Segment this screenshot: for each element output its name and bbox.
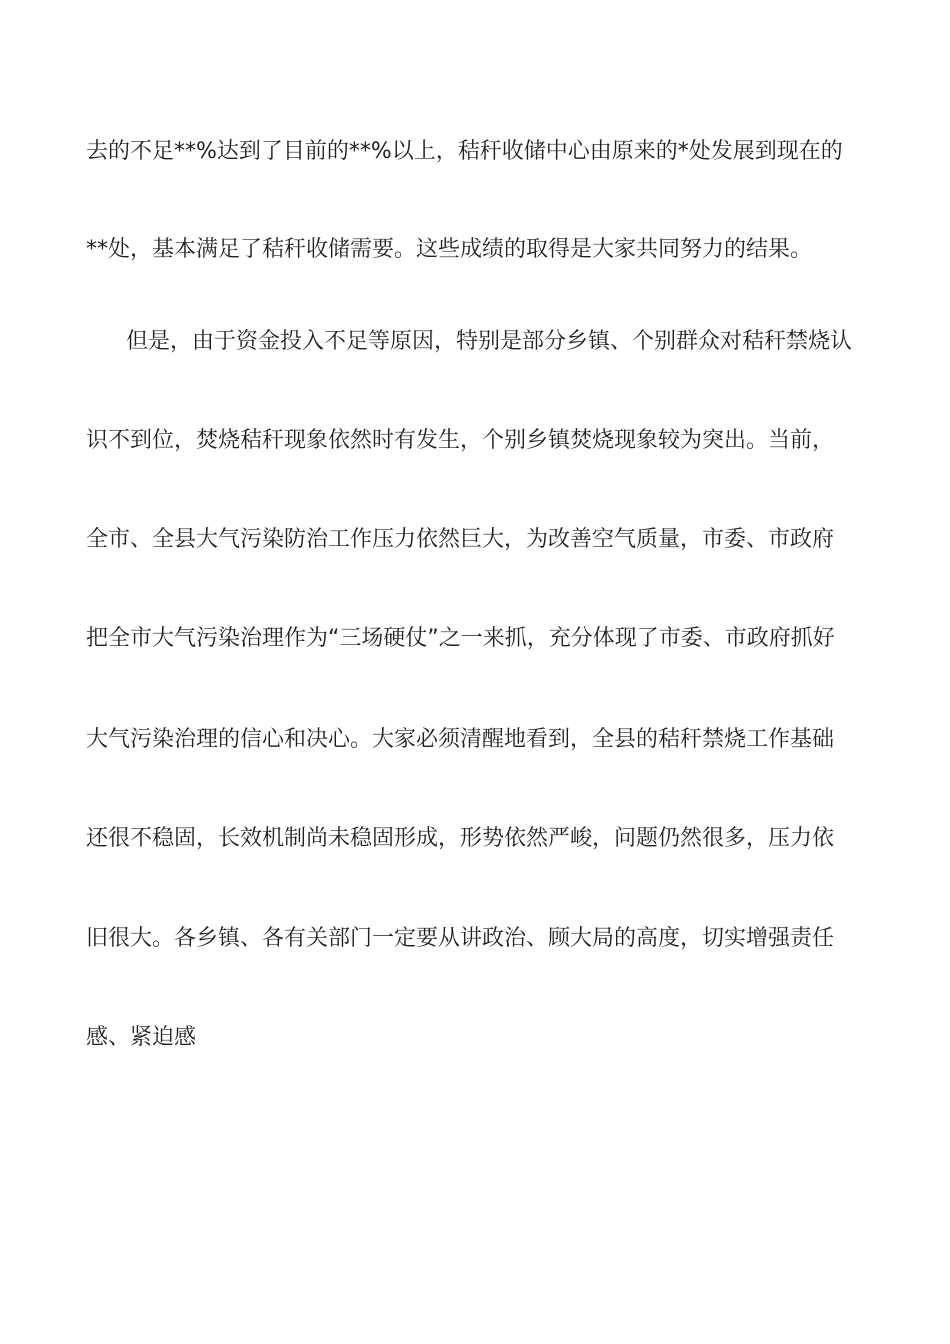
paragraph-line: 感、紧迫感 — [86, 1025, 197, 1050]
paragraph-line: 去的不足**%达到了目前的**%以上，秸秆收储中心由原来的*处发展到现在的 — [86, 139, 843, 164]
paragraph-line: **处，基本满足了秸秆收储需要。这些成绩的取得是大家共同努力的结果。 — [86, 237, 813, 262]
paragraph-line: 全市、全县大气污染防治工作压力依然巨大，为改善空气质量，市委、市政府 — [86, 527, 835, 552]
paragraph-line: 大气污染治理的信心和决心。大家必须清醒地看到，全县的秸秆禁烧工作基础 — [86, 727, 835, 752]
paragraph-line: 旧很大。各乡镇、各有关部门一定要从讲政治、顾大局的高度，切实增强责任 — [86, 926, 835, 951]
paragraph-line: 还很不稳固，长效机制尚未稳固形成，形势依然严峻，问题仍然很多，压力依 — [86, 826, 835, 851]
paragraph-line: 识不到位，焚烧秸秆现象依然时有发生，个别乡镇焚烧现象较为突出。当前， — [86, 428, 835, 453]
paragraph-line: 但是，由于资金投入不足等原因，特别是部分乡镇、个别群众对秸秆禁烧认 — [126, 329, 853, 354]
paragraph-line: 把全市大气污染治理作为“三场硬仗”之一来抓，充分体现了市委、市政府抓好 — [86, 626, 835, 651]
